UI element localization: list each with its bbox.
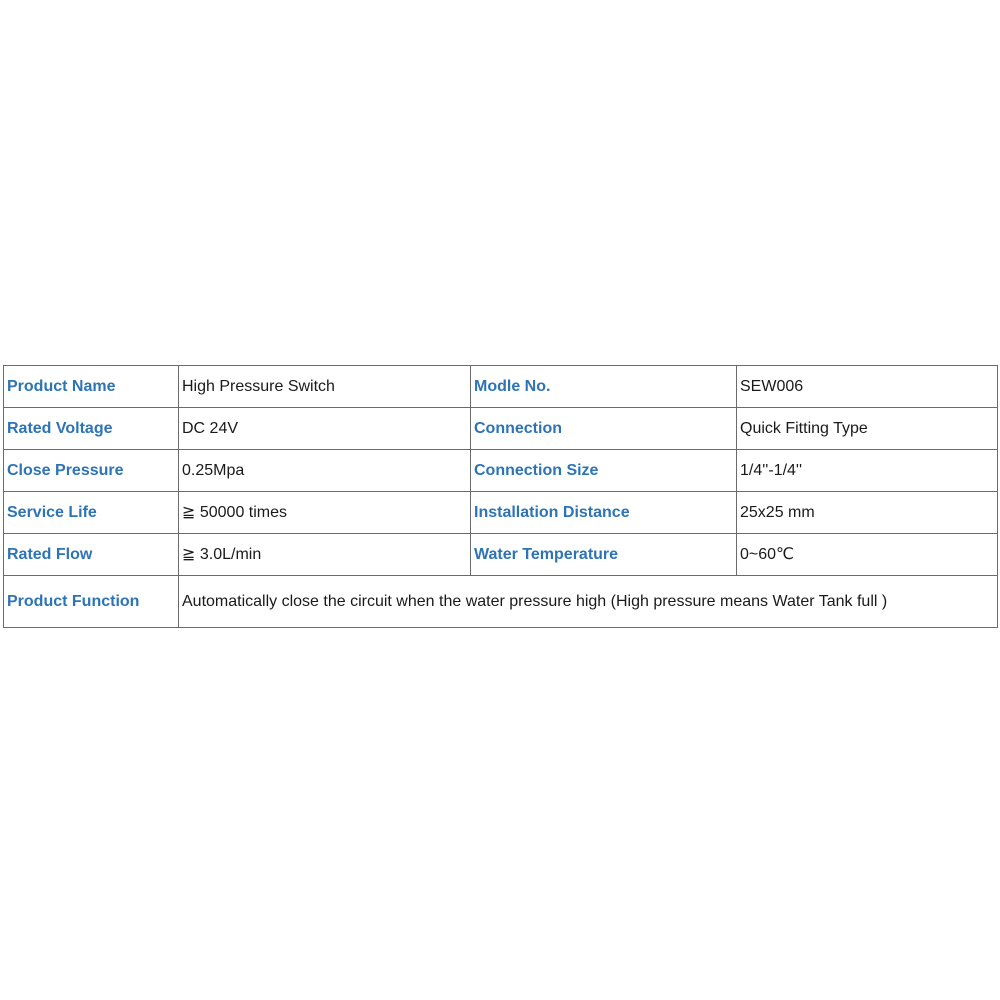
- spec-value-function: Automatically close the circuit when the water pressure high (High pressure means Water Tank full ): [179, 576, 998, 628]
- spec-table: [3, 365, 998, 628]
- spec-label: Product Function: [4, 576, 179, 628]
- spec-value: Quick Fitting Type: [737, 408, 998, 450]
- spec-value: High Pressure Switch: [179, 366, 471, 408]
- spec-value: 1/4''-1/4'': [737, 450, 998, 492]
- spec-label: Product Name: [4, 366, 179, 408]
- spec-value: SEW006: [737, 366, 998, 408]
- spec-label: Rated Flow: [4, 534, 179, 576]
- spec-value: 0~60℃: [737, 534, 998, 576]
- spec-value: ≧ 50000 times: [179, 492, 471, 534]
- spec-value: 25x25 mm: [737, 492, 998, 534]
- spec-label: Close Pressure: [4, 450, 179, 492]
- spec-label: Modle No.: [471, 366, 737, 408]
- spec-row-rated-flow: [4, 534, 998, 576]
- spec-label: Water Temperature: [471, 534, 737, 576]
- spec-row-rated-voltage: [4, 408, 998, 450]
- spec-value: 0.25Mpa: [179, 450, 471, 492]
- spec-label: Connection Size: [471, 450, 737, 492]
- spec-row-service-life: [4, 492, 998, 534]
- spec-label: Rated Voltage: [4, 408, 179, 450]
- spec-value: DC 24V: [179, 408, 471, 450]
- spec-row-product-name: [4, 366, 998, 408]
- spec-label: Connection: [471, 408, 737, 450]
- spec-row-product-function: [4, 576, 998, 628]
- spec-label: Installation Distance: [471, 492, 737, 534]
- spec-row-close-pressure: [4, 450, 998, 492]
- spec-value: ≧ 3.0L/min: [179, 534, 471, 576]
- spec-label: Service Life: [4, 492, 179, 534]
